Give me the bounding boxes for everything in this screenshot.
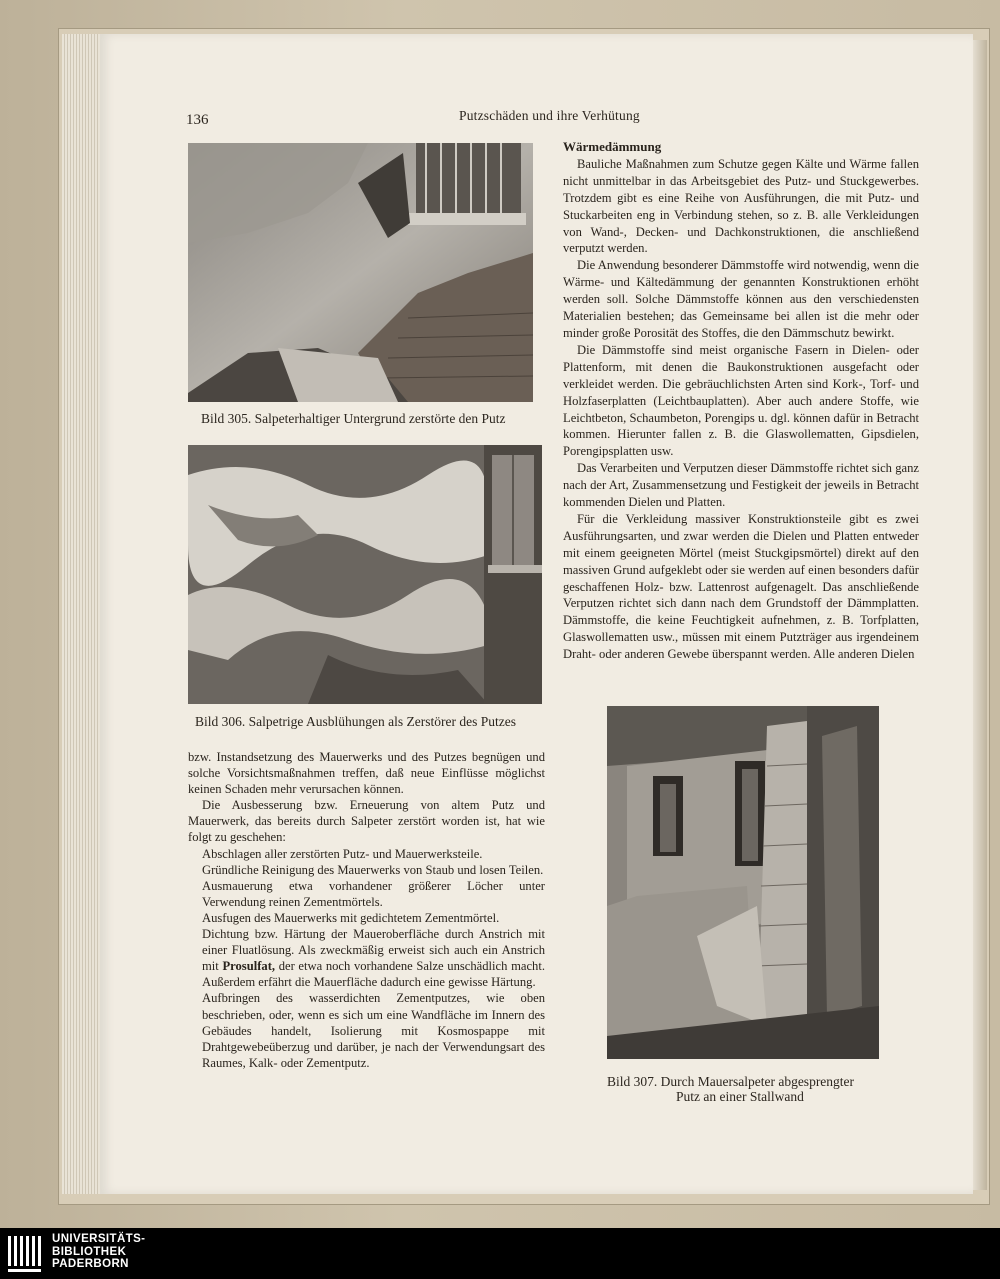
list-item-text: der etwa noch vorhandene Salze unschädlich macht. Außerdem erfährt die Mauerfläche dadurch eine gewisse Härtung.	[202, 959, 545, 990]
procedure-list	[188, 846, 545, 1071]
figure-307-caption-line2: Putz an einer Stallwand	[676, 1089, 804, 1104]
list-item: Abschlagen aller zerstörten Putz- und Mauerwerksteile.	[202, 846, 483, 861]
library-footer	[0, 1228, 1000, 1279]
page-stack	[62, 34, 102, 1194]
paragraph: Die Ausbesserung bzw. Erneuerung von altem Putz und Mauerwerk, das bereits durch Salpeter zerstört worden ist, hat wie folgt zu geschehen:	[188, 798, 545, 845]
figure-306-photo	[188, 445, 542, 704]
facing-page-edge	[973, 40, 987, 1190]
library-name-line: UNIVERSITÄTS-	[52, 1233, 146, 1245]
figure-305-caption: Bild 305. Salpeterhaltiger Untergrund zerstörte den Putz	[201, 411, 506, 426]
running-head: Putzschäden und ihre Verhütung	[459, 108, 640, 123]
list-item: Ausfugen des Mauerwerks mit gedichtetem Zementmörtel.	[202, 910, 500, 925]
list-item-text: Dichtung bzw. Härtung der Maueroberfläche durch Anstrich mit einer Fluatlösung. Als zweckmäßig erweist sich auch ein Anstrich mit	[202, 927, 545, 974]
section-heading: Wärmedämmung	[563, 139, 662, 154]
library-name-line: BIBLIOTHEK	[52, 1245, 127, 1258]
library-logo-icon	[6, 1232, 46, 1276]
list-item: Aufbringen des wasserdichten Zementputzes, wie oben beschrieben, oder, wenn es sich um eine Wandfläche im Innern des Gebäudes handelt, Isolierung mit Kosmospappe mit Drahtgewebeüberzug und darüber, je nach der Verwendungsart des Raumes, Kalk- oder Zementputz.	[202, 991, 545, 1070]
list-item: Ausmauerung etwa vorhandener größerer Löcher unter Verwendung reinen Zementmörtels.	[202, 878, 545, 909]
paragraph: bzw. Instandsetzung des Mauerwerks und des Putzes begnügen und solche Vorsichtsmaßnahmen treffen, daß neue Einflüsse möglichst keinen Schaden mehr verursachen können.	[188, 750, 545, 797]
library-name	[52, 1233, 145, 1271]
paragraph: Für die Verkleidung massiver Konstruktionsteile gibt es zwei Ausführungsarten, und zwar werden die Dielen und Platten entweder mit einem geeigneten Mörtel (meist Stuckgipsmörtel) direkt auf den massiven Grund aufgeklebt oder sie werden auf einen besonders dafür geschaffenen Holz- bzw. Lattenrost aufgenagelt. Das anschließende Verputzen richtet sich dann nach dem Grundstoff der Dämmplatten. Dämmstoffe, die keine Feuchtigkeit aufnehmen, z. B. Torfplatten, Glaswollematten usw., müssen mit einem Putzträger aus irgendeinem Draht- oder anderen Gewebe überspannt werden. Alle anderen Dielen	[563, 511, 919, 662]
product-name: Prosulfat,	[222, 959, 276, 974]
paragraph: Die Dämmstoffe sind meist organische Fasern in Dielen- oder Plattenform, mit denen die Baukonstruktionen ausgefacht oder verkleidet werden. Die gebräuchlichsten Arten sind Kork-, Torf- und Holzfaserplatten (Leichtbauplatten). Aber auch andere Stoffe, wie Leichtbeton, Schaumbeton, Porengips u. dgl. können dafür in Betracht kommen. Hierunter fallen z. B. die Glaswollematten, Gipsdielen, Porengipsplatten usw.	[563, 342, 919, 459]
figure-307-caption-line1: Bild 307. Durch Mauersalpeter abgesprengter	[607, 1074, 855, 1089]
figure-306-caption: Bild 306. Salpetrige Ausblühungen als Zerstörer des Putzes	[195, 714, 516, 729]
figure-307-photo	[607, 706, 879, 1059]
page-number: 136	[186, 112, 209, 128]
figure-305-photo	[188, 143, 533, 402]
left-text-column	[188, 749, 545, 1071]
paragraph: Die Anwendung besonderer Dämmstoffe wird notwendig, wenn die Wärme- und Kältedämmung der genannten Konstruktionen erhöht werden soll. Solche Dämmstoffe können aus den verschiedensten Materialien bestehen; das Gemeinsame bei allen ist die mehr oder minder große Porosität des Stoffes, die den Dämmschutz bewirkt.	[563, 258, 919, 340]
paragraph: Bauliche Maßnahmen zum Schutze gegen Kälte und Wärme fallen nicht unmittelbar in das Arbeitsgebiet des Putz- und Stuckgewerbes. Trotzdem gibt es eine Reihe von Ausführungen, die mit Putz- und Stuckarbeiten eng in Verbindung stehen, so z. B. alle Verkleidungen von Wand-, Decken- und Dachkonstruktionen, die anschließend verputzt werden.	[563, 156, 919, 256]
library-name-line: PADERBORN	[52, 1258, 129, 1270]
list-item: Gründliche Reinigung des Mauerwerks von Staub und losen Teilen.	[202, 862, 544, 877]
right-text-column	[563, 139, 919, 663]
paragraph: Das Verarbeiten und Verputzen dieser Dämmstoffe richtet sich ganz nach der Art, Zusammensetzung und Festigkeit der jeweils in Betracht kommenden Dielen und Platten.	[563, 461, 919, 510]
list-item	[202, 926, 545, 990]
